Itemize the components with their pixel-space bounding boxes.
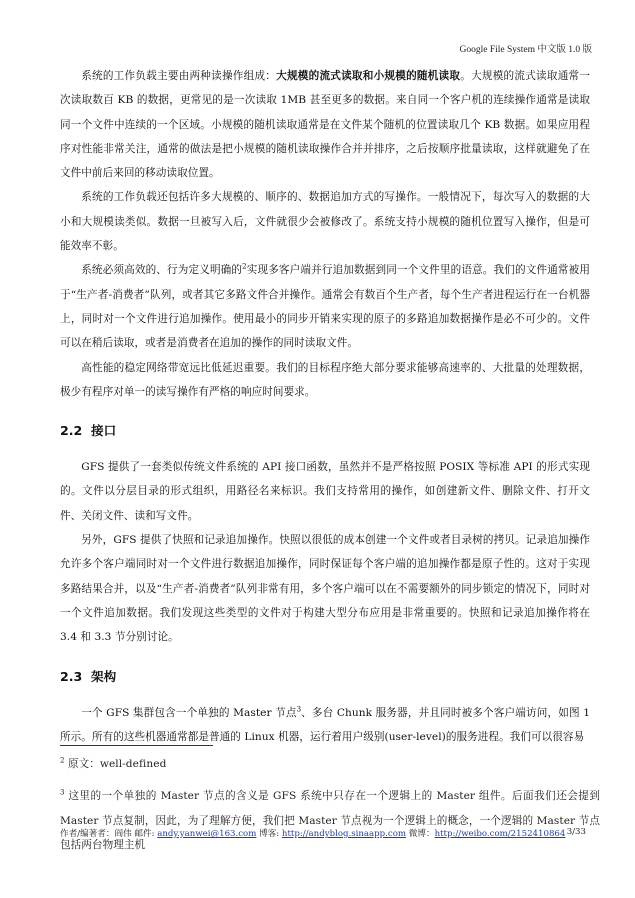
section-title: 接口 <box>91 423 117 439</box>
paragraph-text: 一个 GFS 集群包含一个单独的 Master 节点 <box>81 706 297 719</box>
footnote-ref[interactable]: 2 <box>242 262 247 271</box>
weibo-link[interactable]: http://weibo.com/2152410864 <box>434 829 566 839</box>
footnote-item <box>60 784 600 857</box>
paragraph-text: 。大规模的流式读取通常一次读取数百 KB 的数据，更常见的是一次读取 1MB 甚至更多的数据。来自同一个客户机的连续操作通常是读取同一个文件中连续的一个区域。小规模的随机读取通常是在文件某个随机的位置读取几个 KB 数据。如果应用程序对性能非常关注，通常的做法是把小规模的随机读取操作合并并排序，之后按顺序批量读取，这样就避免了在文件中前后来回的移动读取位置。 <box>60 70 590 180</box>
footnote-text: 这里的一个单独的 Master 节点的含义是 GFS 系统中只存在一个逻辑上的 Master 组件。后面我们还会提到 Master 节点复制，因此，为了理解方便，我们把 Master 节点视为一个逻辑上的概念，一个逻辑的 Master 节点包括两台物理主机 <box>60 790 600 851</box>
page-number: 3/33 <box>566 827 586 837</box>
footnote-item <box>60 752 600 776</box>
paragraph-concurrent-append <box>60 258 590 355</box>
paragraph-workload-writes: 系统的工作负载还包括许多大规模的、顺序的、数据追加方式的写操作。一般情况下，每次写入的数据的大小和大规模读类似。数据一旦被写入后，文件就很少会被修改了。系统支持小规模的随机位置写入操作，但是可能效率不彰。 <box>60 191 590 253</box>
paragraph-text: 实现多客户端并行追加数据到同一个文件里的语意。我们的文件通常被用于“生产者-消费者”队列，或者其它多路文件合并操作。通常会有数百个生产者，每个生产者进程运行在一台机器上，同时对一个文件进行追加操作。使用最小的同步开销来实现的原子的多路追加数据操作是必不可少的。文件可以在稍后读取，或者是消费者在追加的操作的同时读取文件。 <box>60 264 590 350</box>
footnote-text: 原文：well-defined <box>67 758 167 770</box>
page-footer <box>60 827 590 839</box>
weibo-label: 微博： <box>406 829 435 839</box>
page-content <box>60 64 590 749</box>
email-link[interactable]: andy.yanwei@163.com <box>157 829 257 839</box>
footnotes <box>60 752 600 857</box>
footnote-mark: 3 <box>60 788 65 797</box>
author-label: 作者/编著者：阎伟 邮件: <box>60 829 158 839</box>
section-title: 架构 <box>91 668 117 684</box>
footnote-mark: 2 <box>60 756 65 765</box>
section-number: 2.3 <box>60 668 83 684</box>
paragraph-bandwidth: 高性能的稳定网络带宽远比低延迟重要。我们的目标程序绝大部分要求能够高速率的、大批量的处理数据，极少有程序对单一的读写操作有严格的响应时间要求。 <box>60 361 590 398</box>
paragraph-text: 系统的工作负载主要由两种读操作组成： <box>81 70 277 82</box>
emphasis-text: 大规模的流式读取和小规模的随机读取 <box>276 70 461 82</box>
section-heading-architecture <box>60 662 590 692</box>
paragraph-snapshot-append: 另外，GFS 提供了快照和记录追加操作。快照以很低的成本创建一个文件或者目录树的拷贝。记录追加操作允许多个客户端同时对一个文件进行数据追加操作，同时保证每个客户端的追加操作都是原子性的。这对于实现多路结果合并，以及“生产者-消费者”队列非常有用，多个客户端可以在不需要额外的同步锁定的情况下，同时对一个文件追加数据。我们发现这些类型的文件对于构建大型分布应用是非常重要的。快照和记录追加操作将在 3.4 和 3.3 节分别讨论。 <box>60 534 590 644</box>
blog-label: 博客: <box>256 829 282 839</box>
section-number: 2.2 <box>60 423 83 439</box>
blog-link[interactable]: http://andyblog.sinaapp.com <box>281 829 407 839</box>
paragraph-api: GFS 提供了一套类似传统文件系统的 API 接口函数，虽然并不是严格按照 POSIX 等标准 API 的形式实现的。文件以分层目录的形式组织，用路径名来标识。我们支持常用的操作，如创建新文件、删除文件、打开文件、关闭文件、读和写文件。 <box>60 461 590 522</box>
section-heading-interface <box>60 416 590 446</box>
paragraph-cluster <box>60 701 590 750</box>
paragraph-text: 系统必须高效的、行为定义明确的 <box>81 264 243 277</box>
running-header: Google File System 中文版 1.0 版 <box>459 45 592 55</box>
footnote-divider <box>60 745 213 746</box>
paragraph-workload-reads <box>60 64 590 185</box>
paragraph-text: 、多台 Chunk 服务器，并且同时被多个客户端访问，如图 1 所示。所有的这些机器通常都是普通的 Linux 机器，运行着用户级别(user-level)的服务进程。我们可以很容易 <box>60 706 590 743</box>
footnote-ref[interactable]: 3 <box>296 705 302 713</box>
